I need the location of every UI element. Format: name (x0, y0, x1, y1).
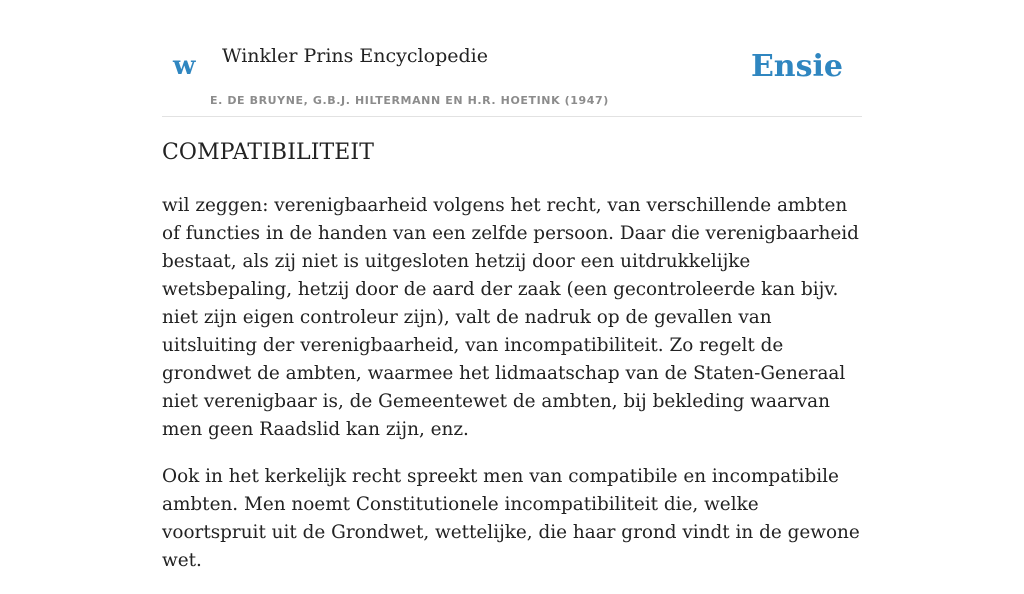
site-header (162, 0, 862, 117)
article-body (162, 192, 862, 594)
authors-line: E. DE BRUYNE, G.B.J. HILTERMANN EN H.R. HOETINK (1947) (210, 94, 609, 107)
page-container (162, 0, 862, 571)
site-title-link[interactable]: Winkler Prins Encyclopedie (222, 45, 488, 67)
winkler-prins-logo-icon[interactable]: w (173, 51, 196, 81)
article-title: COMPATIBILITEIT (162, 140, 374, 165)
article-paragraph: Ook in het kerkelijk recht spreekt men van compatibile en incompatibile ambten. Men noemt Constitutionele incompatibiliteit die, welke voortspruit uit de Grondwet, wettelijke, die haar grond vindt in de gewone wet. (162, 466, 860, 571)
article-paragraph: wil zeggen: verenigbaarheid volgens het recht, van verschillende ambten of functies in de handen van een zelfde persoon. Daar die verenigbaarheid bestaat, als zij niet is uitgesloten hetzij door een uitdrukkelijke wetsbepaling, hetzij door de aard der zaak (een gecontroleerde kan bijv. niet zijn eigen controleur zijn), valt de nadruk op de gevallen van uitsluiting der verenigbaarheid, van incompatibiliteit. Zo regelt de grondwet de ambten, waarmee het lidmaatschap van de Staten-Generaal niet verenigbaar is, de Gemeentewet de ambten, bij bekleding waarvan men geen Raadslid kan zijn, enz. (162, 195, 859, 440)
ensie-brand-link[interactable]: Ensie (750, 49, 843, 84)
